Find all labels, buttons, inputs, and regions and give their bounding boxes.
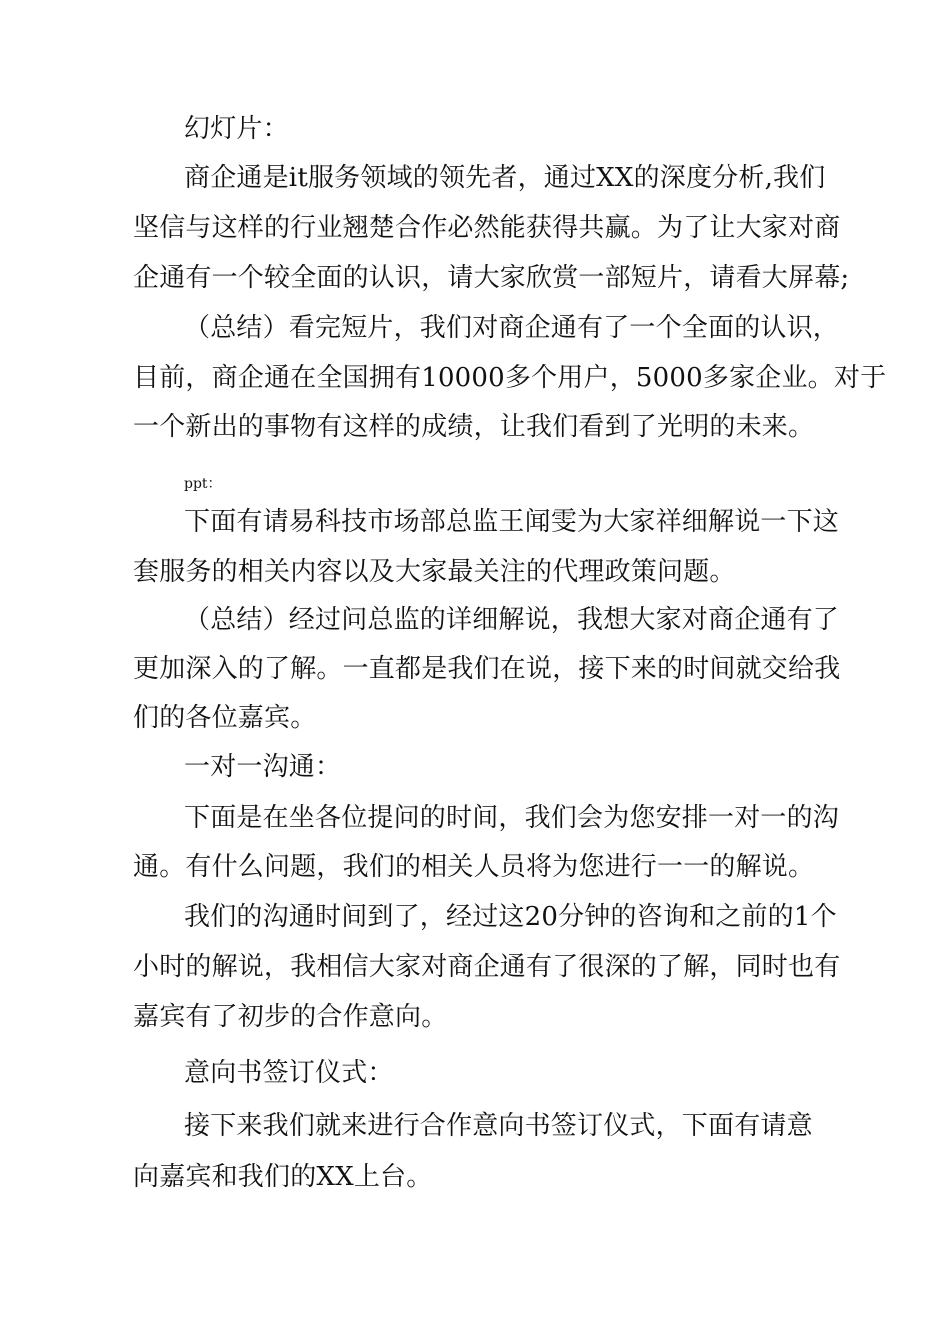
- heading-ppt: ppt：: [184, 476, 222, 492]
- paragraph-line: 小时的解说，我相信大家对商企通有了很深的了解，同时也有: [133, 952, 841, 982]
- paragraph-line: 们的各位嘉宾。: [133, 703, 317, 733]
- paragraph-line: 一个新出的事物有这样的成绩，让我们看到了光明的未来。: [133, 412, 815, 442]
- paragraph-line: 目前，商企通在全国拥有10000多个用户，5000多家企业。对于: [133, 363, 887, 393]
- paragraph-line: （总结）经过问总监的详细解说，我想大家对商企通有了: [184, 605, 840, 635]
- paragraph-line: 下面有请易科技市场部总监王闻雯为大家祥细解说一下这: [184, 507, 840, 537]
- paragraph-line: 商企通是it服务领域的领先者，通过XX的深度分析,我们: [184, 163, 826, 193]
- heading-one-on-one: 一对一沟通：: [184, 752, 342, 782]
- paragraph-line: 向嘉宾和我们的XX上台。: [133, 1162, 433, 1192]
- paragraph-line: 嘉宾有了初步的合作意向。: [133, 1002, 448, 1032]
- heading-slides: 幻灯片：: [184, 114, 289, 144]
- paragraph-line: 通。有什么问题，我们的相关人员将为您进行一一的解说。: [133, 852, 815, 882]
- paragraph-line: 我们的沟通时间到了，经过这20分钟的咨询和之前的1个: [184, 902, 837, 932]
- paragraph-line: 接下来我们就来进行合作意向书签订仪式，下面有请意: [184, 1111, 813, 1141]
- paragraph-line: （总结）看完短片，我们对商企通有了一个全面的认识，: [184, 313, 840, 343]
- paragraph-line: 企通有一个较全面的认识，请大家欣赏一部短片，请看大屏幕;: [133, 263, 850, 293]
- paragraph-line: 坚信与这样的行业翘楚合作必然能获得共赢。为了让大家对商: [133, 213, 841, 243]
- paragraph-line: 套服务的相关内容以及大家最关注的代理政策问题。: [133, 557, 736, 587]
- paragraph-line: 下面是在坐各位提问的时间，我们会为您安排一对一的沟: [184, 803, 840, 833]
- heading-signing-ceremony: 意向书签订仪式：: [184, 1058, 394, 1088]
- paragraph-line: 更加深入的了解。一直都是我们在说，接下来的时间就交给我: [133, 654, 841, 684]
